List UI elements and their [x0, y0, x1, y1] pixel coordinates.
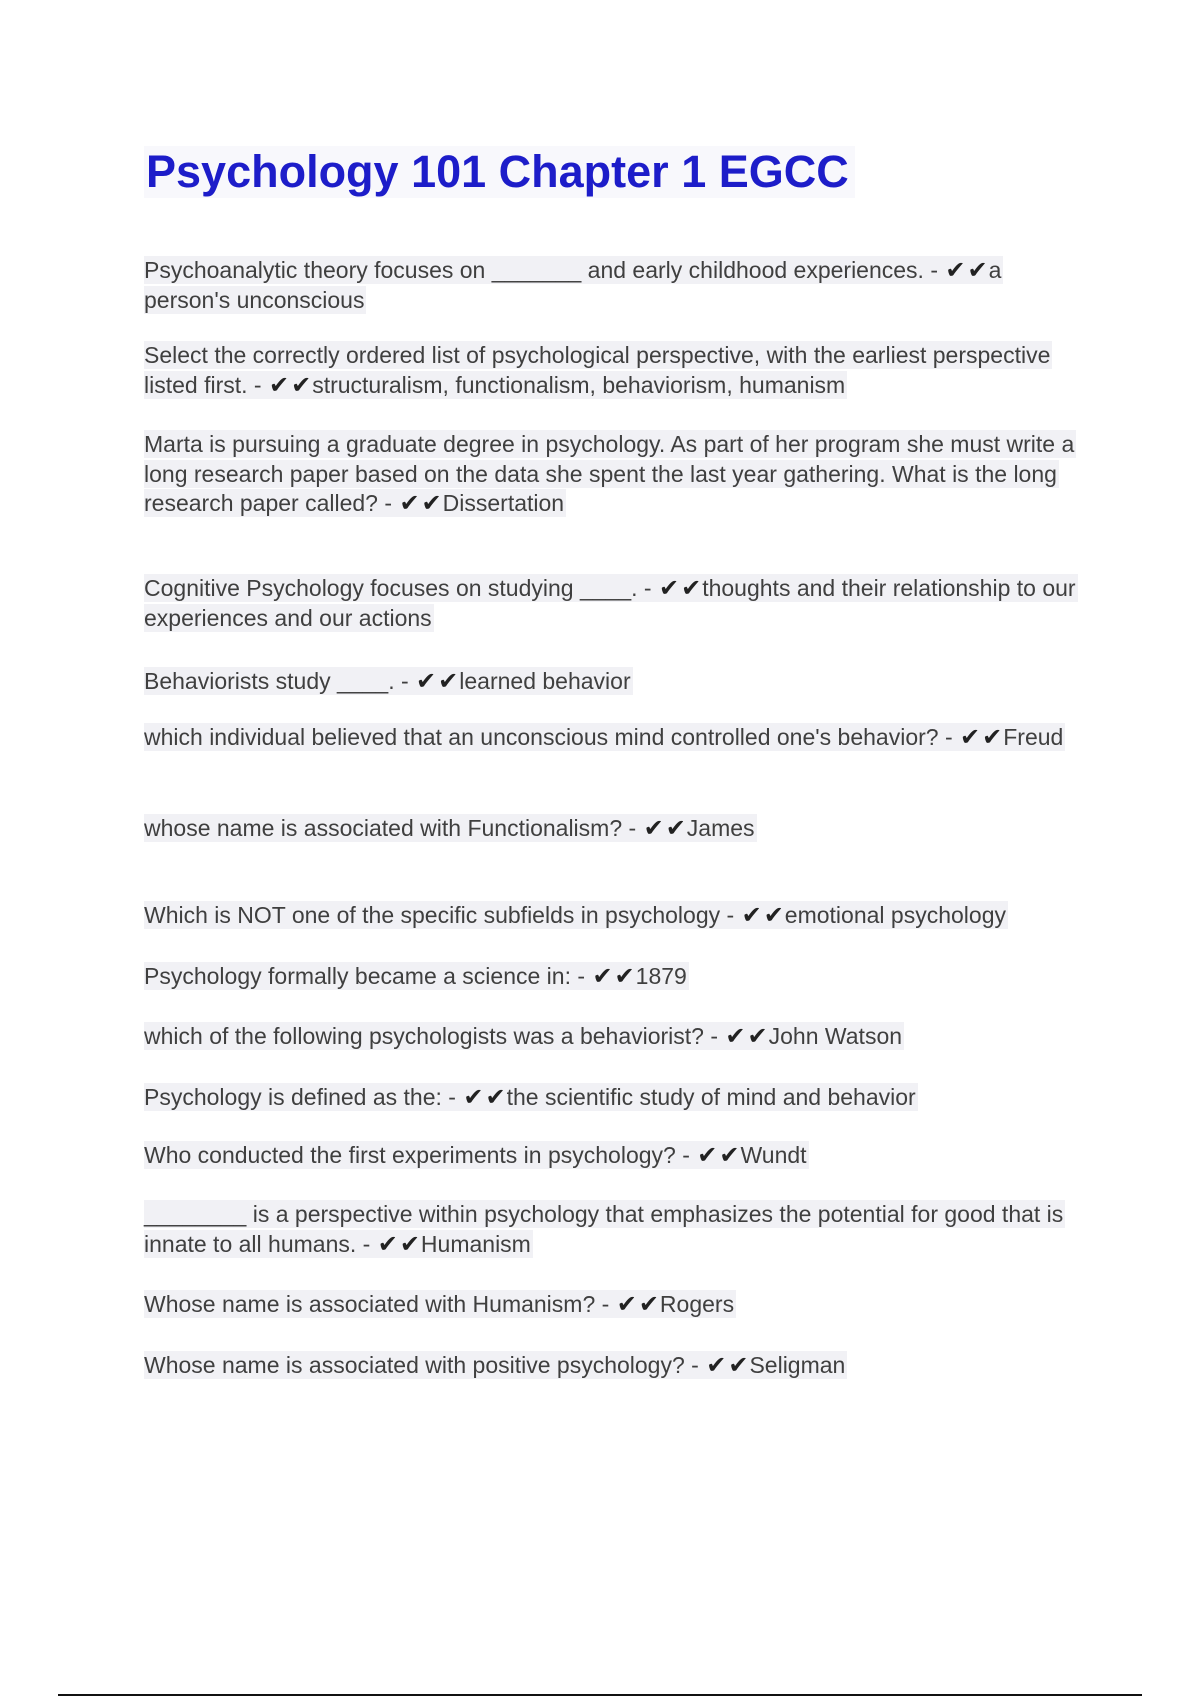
- qa-item: Select the correctly ordered list of psychological perspective, with the earliest perspective listed first. - ✔✔structuralism, functionalism, behaviorism, humanism: [144, 342, 1051, 399]
- answer-text: Freud: [1003, 724, 1064, 750]
- question-text: Who conducted the first experiments in psychology?: [144, 1142, 676, 1168]
- question-text: Psychology formally became a science in:: [144, 963, 571, 989]
- answer-text: Seligman: [749, 1352, 846, 1378]
- footer-divider: [58, 1694, 1142, 1696]
- qa-item: Psychology formally became a science in: - ✔✔1879: [144, 962, 687, 990]
- answer-text: James: [686, 815, 755, 841]
- checkmark-icon: ✔: [614, 962, 635, 990]
- answer-text: structuralism, functionalism, behaviorism, humanism: [312, 371, 846, 398]
- checkmark-icon: ✔: [719, 1141, 740, 1169]
- qa-item: whose name is associated with Functionalism? - ✔✔James: [144, 814, 755, 842]
- checkmark-icon: ✔: [747, 1022, 768, 1050]
- checkmark-icon: ✔: [706, 1351, 727, 1379]
- answer-text: Rogers: [659, 1291, 735, 1317]
- qa-item: which individual believed that an unconscious mind controlled one's behavior? - ✔✔Freud: [144, 723, 1064, 751]
- qa-item: Psychoanalytic theory focuses on _______ and early childhood experiences. - ✔✔a person's unconscious: [144, 256, 1002, 313]
- checkmark-icon: ✔: [463, 1083, 484, 1111]
- checkmark-icon: ✔: [638, 1290, 659, 1318]
- question-text: Marta is pursuing a graduate degree in psychology. As part of her program she must write a long research paper based on the data she spent the last year gathering. What is the long research paper called?: [144, 431, 1075, 516]
- answer-text: 1879: [635, 963, 687, 989]
- question-text: which individual believed that an unconscious mind controlled one's behavior?: [144, 724, 939, 750]
- question-text: Behaviorists study ____.: [144, 668, 395, 694]
- checkmark-icon: ✔: [681, 574, 702, 602]
- qa-item: Cognitive Psychology focuses on studying ____. - ✔✔thoughts and their relationship to our experiences and our actions: [144, 574, 1076, 631]
- checkmark-icon: ✔: [416, 667, 437, 695]
- checkmark-icon: ✔: [741, 901, 762, 929]
- question-text: whose name is associated with Functionalism?: [144, 815, 623, 841]
- checkmark-icon: ✔: [268, 370, 290, 399]
- qa-item: Marta is pursuing a graduate degree in psychology. As part of her program she must write a long research paper based on the data she spent the last year gathering. What is the long research paper called? - ✔✔Dissertation: [144, 431, 1075, 517]
- qa-item: Which is NOT one of the specific subfields in psychology - ✔✔emotional psychology: [144, 901, 1006, 929]
- checkmark-icon: ✔: [728, 1351, 749, 1379]
- checkmark-icon: ✔: [421, 489, 442, 517]
- question-text: Psychoanalytic theory focuses on _______ and early childhood experiences.: [144, 257, 924, 283]
- checkmark-icon: ✔: [485, 1083, 506, 1111]
- checkmark-icon: ✔: [643, 814, 664, 842]
- answer-text: emotional psychology: [784, 902, 1006, 928]
- question-text: which of the following psychologists was a behaviorist?: [144, 1023, 704, 1049]
- question-text: Cognitive Psychology focuses on studying ____.: [144, 575, 638, 601]
- qa-item: Behaviorists study ____. - ✔✔learned behavior: [144, 667, 631, 695]
- answer-text: learned behavior: [459, 668, 631, 694]
- checkmark-icon: ✔: [665, 814, 686, 842]
- checkmark-icon: ✔: [967, 256, 988, 284]
- answer-text: the scientific study of mind and behavior: [506, 1084, 916, 1110]
- checkmark-icon: ✔: [725, 1022, 746, 1050]
- answer-text: Humanism: [420, 1230, 531, 1257]
- answer-text: thoughts and their relationship to our experiences and our actions: [144, 575, 1076, 631]
- page-title: Psychology 101 Chapter 1 EGCC: [144, 146, 855, 198]
- qa-item: Whose name is associated with positive psychology? - ✔✔Seligman: [144, 1351, 846, 1379]
- qa-item: ________ is a perspective within psychology that emphasizes the potential for good that is innate to all humans. - ✔✔Humanism: [144, 1201, 1064, 1258]
- checkmark-icon: ✔: [438, 667, 459, 695]
- question-text: Psychology is defined as the:: [144, 1084, 442, 1110]
- question-text: ________ is a perspective within psychology that emphasizes the potential for good that is innate to all humans.: [144, 1201, 1064, 1257]
- checkmark-icon: ✔: [399, 489, 420, 517]
- question-text: Whose name is associated with Humanism?: [144, 1291, 596, 1317]
- checkmark-icon: ✔: [960, 723, 981, 751]
- qa-item: Who conducted the first experiments in psychology? - ✔✔Wundt: [144, 1141, 807, 1169]
- checkmark-icon: ✔: [291, 370, 312, 399]
- question-text: Whose name is associated with positive psychology?: [144, 1352, 685, 1378]
- checkmark-icon: ✔: [982, 723, 1003, 751]
- checkmark-icon: ✔: [592, 962, 613, 990]
- qa-item: Whose name is associated with Humanism? - ✔✔Rogers: [144, 1290, 735, 1318]
- qa-item: Psychology is defined as the: - ✔✔the scientific study of mind and behavior: [144, 1083, 916, 1111]
- answer-text: John Watson: [768, 1023, 903, 1049]
- checkmark-icon: ✔: [945, 256, 966, 284]
- checkmark-icon: ✔: [377, 1229, 398, 1258]
- checkmark-icon: ✔: [399, 1229, 420, 1258]
- question-text: Select the correctly ordered list of psychological perspective, with the earliest perspective listed first.: [144, 342, 1051, 398]
- checkmark-icon: ✔: [658, 574, 680, 602]
- answer-text: Wundt: [740, 1142, 807, 1168]
- checkmark-icon: ✔: [697, 1141, 718, 1169]
- checkmark-icon: ✔: [616, 1290, 637, 1318]
- checkmark-icon: ✔: [763, 901, 784, 929]
- question-text: Which is NOT one of the specific subfields in psychology: [144, 902, 721, 928]
- answer-text: Dissertation: [442, 490, 565, 516]
- qa-item: which of the following psychologists was a behaviorist? - ✔✔John Watson: [144, 1022, 903, 1050]
- answer-text: a person's unconscious: [144, 257, 1002, 313]
